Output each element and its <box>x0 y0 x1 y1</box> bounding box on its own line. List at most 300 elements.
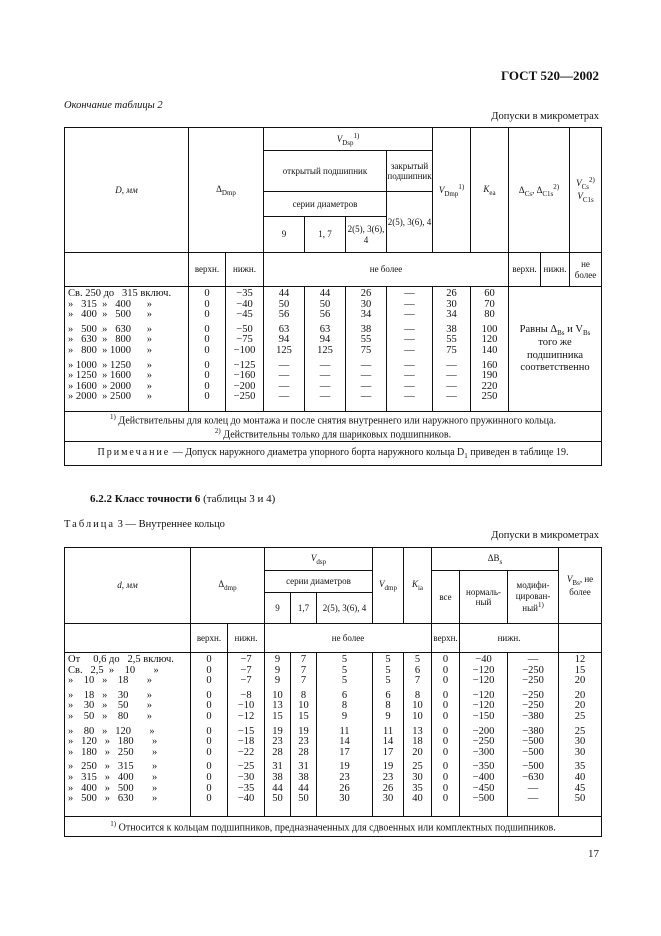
table3 <box>64 547 602 837</box>
table-cell: 0 <box>442 746 449 758</box>
table-cell: 0 <box>442 700 449 712</box>
table-cell: 0 <box>206 761 212 773</box>
table-cell: — <box>319 370 331 382</box>
table-cell: 9 <box>274 675 281 687</box>
table-cell: −250 <box>233 391 256 403</box>
table2-col-d <box>65 287 189 412</box>
table2-body <box>65 287 602 412</box>
table-cell: 30 <box>339 793 350 805</box>
table-cell: −40 <box>236 298 253 310</box>
table-cell: — <box>404 380 415 392</box>
table-cell: 40 <box>412 793 423 805</box>
table-cell: 8 <box>414 689 421 701</box>
table-cell: 13 <box>272 700 283 712</box>
table-cell: 14 <box>339 736 350 748</box>
table3-col-upper <box>191 653 228 817</box>
table-cell: 30 <box>574 736 586 748</box>
table-cell: 25 <box>412 761 423 773</box>
table-cell: — <box>404 323 415 335</box>
table-cell: 8 <box>385 700 391 712</box>
table-cell: 55 <box>360 334 372 346</box>
table-cell: 0 <box>206 654 212 665</box>
table-cell: 50 <box>319 298 331 310</box>
table-cell: 5 <box>385 654 391 665</box>
t3-col-header-vdsp: $V_{dsp}$ <box>265 548 373 571</box>
table-cell: » 120 » 180 » <box>68 736 158 748</box>
t3-col-header-vdmp: $V_{dmp}$ <box>373 548 404 624</box>
table-cell: 25 <box>574 710 586 722</box>
table-cell: — <box>404 309 415 321</box>
table-cell: 11 <box>382 725 394 737</box>
table-cell: 50 <box>298 793 309 805</box>
table-cell: 14 <box>382 736 394 748</box>
table-cell: 38 <box>360 323 372 335</box>
table-cell: 26 <box>360 288 372 299</box>
table-cell: 28 <box>298 746 309 758</box>
col-header-delta-dmp: $\Delta_{Dmp}$ <box>189 128 264 253</box>
table3-col-v9 <box>265 653 291 817</box>
table-cell: −7 <box>240 654 252 665</box>
table-cell: — <box>360 380 372 392</box>
table2-col-upper <box>189 287 226 412</box>
table-cell: 5 <box>341 675 348 687</box>
table-cell: −8 <box>240 689 252 701</box>
table-cell: 10 <box>412 700 423 712</box>
table-cell: » 30 » 50 » <box>68 700 152 712</box>
table-cell: −120 <box>472 675 495 687</box>
table-cell: 38 <box>446 323 457 335</box>
table-cell: 44 <box>278 288 290 299</box>
table2-col-v2 <box>346 287 387 412</box>
table-cell: » 500 » 630 » <box>68 323 152 335</box>
table-cell: 26 <box>339 782 350 794</box>
table-cell: 0 <box>206 700 212 712</box>
table2-col-vclosed <box>387 287 433 412</box>
table-cell: −380 <box>522 710 544 722</box>
table-cell: −200 <box>472 725 495 737</box>
table-cell: 19 <box>272 725 283 737</box>
col-header-series: серии диаметров <box>264 192 387 217</box>
table-cell: 70 <box>484 298 495 310</box>
table-cell: 38 <box>272 771 283 783</box>
table-cell: 55 <box>446 334 457 346</box>
table2-note: Примечание — Допуск наружного диаметра упорного борта наружного кольца $D_1$ приведен в таблице 19. <box>65 442 602 466</box>
table-cell: −18 <box>237 736 255 748</box>
table2 <box>64 127 602 466</box>
table-cell: −50 <box>236 323 253 335</box>
table-cell: −630 <box>522 771 544 783</box>
table-cell: — <box>527 793 539 805</box>
table-cell: — <box>404 370 415 382</box>
table-cell: 10 <box>412 710 423 722</box>
table3-col-d <box>65 653 191 817</box>
table-cell: 38 <box>298 771 309 783</box>
table-cell: 220 <box>481 380 498 392</box>
table-cell: 6 <box>414 664 421 676</box>
table-cell: » 180 » 250 » <box>68 746 158 758</box>
col-header-not-more-2: не более <box>570 253 602 287</box>
table-cell: −45 <box>236 309 253 321</box>
table-cell: −125 <box>233 359 256 371</box>
table-cell: 140 <box>481 344 498 356</box>
table-cell: −200 <box>233 380 256 392</box>
table-cell: −40 <box>475 654 492 665</box>
t3-col-header-vbs: $V_{Bs}$, не более <box>559 548 602 624</box>
table-cell: 0 <box>442 675 449 687</box>
table-cell: — <box>404 359 415 371</box>
table-cell: −300 <box>472 746 495 758</box>
table-cell: 160 <box>481 359 498 371</box>
table-cell: −160 <box>233 370 256 382</box>
col-header-vdsp: $V_{Dsp}^{1)}$ <box>264 128 433 151</box>
table3-title: Таблица 3 — Внутреннее кольцо <box>64 519 225 530</box>
table3-col-kia <box>404 653 432 817</box>
table-cell: 44 <box>272 782 283 794</box>
t3-col-header-delta: $\Delta_{dmp}$ <box>191 548 265 624</box>
table-cell: 23 <box>298 736 309 748</box>
table-cell: 0 <box>204 359 210 371</box>
table-cell: 75 <box>446 344 457 356</box>
table-cell: » 2000 » 2500 » <box>68 391 152 403</box>
table-cell: 26 <box>382 782 394 794</box>
table-cell: 75 <box>360 344 372 356</box>
table-cell: −120 <box>472 700 495 712</box>
table-cell: −500 <box>522 761 544 773</box>
table-cell: — <box>404 288 415 299</box>
table-cell: » 630 » 800 » <box>68 334 152 346</box>
table-cell: 18 <box>412 736 423 748</box>
table-cell: 19 <box>382 761 394 773</box>
table-cell: −500 <box>522 746 544 758</box>
col-header-upper-2: верхн. <box>509 253 541 287</box>
table-cell: — <box>404 344 415 356</box>
table-cell: — <box>446 359 457 371</box>
table-cell: 20 <box>574 689 586 701</box>
col-header-lower-2: нижн. <box>541 253 570 287</box>
table-cell: 0 <box>204 391 210 403</box>
table-cell: 0 <box>204 298 210 310</box>
table-cell: » 80 » 120 » <box>68 725 155 737</box>
table-cell: » 315 » 400 » <box>68 298 152 310</box>
table-cell: 100 <box>481 323 498 335</box>
table-cell: 0 <box>442 664 449 676</box>
table3-col-normal <box>460 653 508 817</box>
table-cell: −22 <box>237 746 255 758</box>
table-cell: 11 <box>339 725 350 737</box>
col-header-series-17: 1, 7 <box>305 217 346 253</box>
table-cell: −250 <box>472 736 495 748</box>
col-header-series-closed: 2(5), 3(6), 4 <box>387 192 433 253</box>
table-cell: −75 <box>236 334 253 346</box>
table-cell: 63 <box>278 323 290 335</box>
table2-caption: Окончание таблицы 2 <box>64 100 163 111</box>
table-cell: » 250 » 315 » <box>68 761 158 773</box>
table-cell: 45 <box>574 782 586 794</box>
table-cell: — <box>404 298 415 310</box>
table-cell: 17 <box>382 746 394 758</box>
table-cell: −35 <box>237 782 255 794</box>
table-cell: 26 <box>446 288 457 299</box>
table-cell: 0 <box>204 380 210 392</box>
table-cell: 50 <box>574 793 586 805</box>
table2-col-v9 <box>264 287 305 412</box>
table-cell: 20 <box>574 675 586 687</box>
table-cell: 19 <box>298 725 309 737</box>
table-cell: 8 <box>341 700 348 712</box>
col-header-not-more: не более <box>264 253 509 287</box>
col-header-lower: нижн. <box>226 253 264 287</box>
table-cell: 5 <box>385 675 391 687</box>
table-cell: −150 <box>472 710 495 722</box>
table-cell: » 400 » 500 » <box>68 782 158 794</box>
table-cell: −15 <box>237 725 255 737</box>
t3-col-header-upper: верхн. <box>191 624 228 653</box>
table-cell: 0 <box>204 309 210 321</box>
t3-col-header-series: серии диаметров <box>265 571 373 593</box>
t3-col-header-d: d, мм <box>65 548 191 624</box>
table-cell: 30 <box>412 771 423 783</box>
table-cell: » 50 » 80 » <box>68 710 152 722</box>
t3-col-header-modified: модифицированный$^{1)}$ <box>508 571 559 624</box>
table2-merged-note: Равны $\Delta_{Bs}$ и $V_{Bs}$ того же подшипника соответственно <box>509 287 602 412</box>
table-cell: 56 <box>319 309 331 321</box>
t3-col-header-dbs: $\Delta B_s$ <box>432 548 559 571</box>
table-cell: 0 <box>206 746 212 758</box>
table-cell: 30 <box>446 298 457 310</box>
table-cell: 30 <box>360 298 372 310</box>
table-cell: −450 <box>472 782 495 794</box>
table-cell: −500 <box>522 736 544 748</box>
table-cell: −7 <box>240 675 252 687</box>
table-cell: 0 <box>442 793 449 805</box>
table3-footnote: $^{1)}$ Относится к кольцам подшипников, предназначенных для сдвоенных или комплектных подшипников. <box>65 817 602 837</box>
table-cell: 0 <box>442 689 449 701</box>
table-cell: 20 <box>574 700 586 712</box>
table-cell: » 1000 » 1250 » <box>68 359 152 371</box>
table-cell: 94 <box>278 334 290 346</box>
table-cell: 19 <box>339 761 350 773</box>
t3-col-header-series-2: 2(5), 3(6), 4 <box>317 593 373 624</box>
table2-col-lower <box>226 287 264 412</box>
table-cell: » 1600 » 2000 » <box>68 380 152 392</box>
table-cell: 6 <box>341 689 348 701</box>
table-cell: 120 <box>481 334 498 346</box>
table-cell: −12 <box>237 710 255 722</box>
col-header-d: D, мм <box>65 128 189 253</box>
table-cell: 0 <box>204 323 210 335</box>
table-cell: 9 <box>274 654 281 665</box>
table-cell: 15 <box>272 710 283 722</box>
table-cell: » 18 » 30 » <box>68 689 152 701</box>
table-cell: 34 <box>360 309 372 321</box>
col-header-kea: $K_{ea}$ <box>471 128 509 253</box>
table-cell: −380 <box>522 725 544 737</box>
table-cell: 0 <box>204 344 210 356</box>
table-cell: — <box>446 380 457 392</box>
table3-col-v17 <box>291 653 317 817</box>
table-cell: » 315 » 400 » <box>68 771 158 783</box>
table-cell: 23 <box>382 771 394 783</box>
t3-col-header-lower: нижн. <box>228 624 265 653</box>
table-cell: — <box>319 391 331 403</box>
col-header-open-bearing: открытый подшипник <box>264 151 387 192</box>
table-cell: » 500 » 630 » <box>68 793 158 805</box>
table-cell: 5 <box>341 664 348 676</box>
page-number: 17 <box>588 848 599 860</box>
table-cell: — <box>404 334 415 346</box>
table-cell: 34 <box>446 309 457 321</box>
table-cell: 20 <box>412 746 423 758</box>
table-cell: 12 <box>574 654 586 665</box>
table-cell: 5 <box>385 664 391 676</box>
table-cell: » 1250 » 1600 » <box>68 370 152 382</box>
table-cell: −10 <box>237 700 255 712</box>
table-cell: 15 <box>298 710 309 722</box>
table-cell: 35 <box>412 782 423 794</box>
table-cell: — <box>446 391 457 403</box>
table-cell: 0 <box>206 793 212 805</box>
table-cell: 23 <box>339 771 350 783</box>
table-cell: −25 <box>237 761 255 773</box>
t3-col-header-normal: нормальный <box>460 571 508 624</box>
t3-col-header-not-more: не более <box>265 624 432 653</box>
table3-col-vbs <box>559 653 602 817</box>
table-cell: 94 <box>319 334 331 346</box>
table-cell: −120 <box>472 689 495 701</box>
table-cell: — <box>446 370 457 382</box>
table-cell: — <box>278 359 290 371</box>
table-cell: — <box>360 391 372 403</box>
table-cell: — <box>278 370 290 382</box>
table-cell: 63 <box>319 323 331 335</box>
table-cell: 17 <box>339 746 350 758</box>
table3-col-all <box>432 653 460 817</box>
t3-col-header-all: все <box>432 571 460 624</box>
table-cell: — <box>360 370 372 382</box>
table-cell: 0 <box>204 288 210 299</box>
table3-body <box>65 653 602 817</box>
table-cell: −100 <box>233 344 256 356</box>
section-heading: 6.2.2 Класс точности 6 (таблицы 3 и 4) <box>90 493 276 505</box>
table-cell: 125 <box>317 344 333 356</box>
table-cell: 9 <box>385 710 391 722</box>
table-cell: 13 <box>412 725 423 737</box>
table-cell: 0 <box>204 370 210 382</box>
table-cell: Св. 2,5 » 10 » <box>68 664 159 676</box>
table-cell: » 800 » 1000 » <box>68 344 152 356</box>
table-cell: −250 <box>522 700 544 712</box>
standard-code: ГОСТ 520—2002 <box>500 68 599 83</box>
table-cell: 35 <box>574 761 586 773</box>
table3-units: Допуски в микрометрах <box>491 530 599 541</box>
table2-units: Допуски в микрометрах <box>491 111 599 122</box>
table-cell: — <box>278 380 290 392</box>
table-cell: 56 <box>278 309 290 321</box>
table-cell: −250 <box>522 664 544 676</box>
col-header-closed-bearing: закрытый подшипник <box>387 151 433 192</box>
t3-col-header-kia: $K_{ia}$ <box>404 548 432 624</box>
table-cell: 25 <box>574 725 586 737</box>
table3-col-vdmp <box>373 653 404 817</box>
table-cell: 0 <box>206 689 212 701</box>
table-cell: 28 <box>272 746 283 758</box>
table3-col-modified <box>508 653 559 817</box>
col-header-vdmp: $V_{Dmp}^{1)}$ <box>433 128 471 253</box>
table-cell: 40 <box>574 771 586 783</box>
table-cell: 23 <box>272 736 283 748</box>
col-header-upper: верхн. <box>189 253 226 287</box>
table-cell: 125 <box>276 344 292 356</box>
table-cell: 0 <box>206 664 212 676</box>
table2-col-v17 <box>305 287 346 412</box>
table-cell: 0 <box>442 771 449 783</box>
table-cell: 44 <box>298 782 309 794</box>
table-cell: 5 <box>414 654 421 665</box>
col-header-delta-cs: $\Delta_{Cs}$, $\Delta_{C1s}^{2)}$ <box>509 128 570 253</box>
table-cell: 5 <box>341 654 348 665</box>
table-cell: 0 <box>442 736 449 748</box>
table-cell: 44 <box>319 288 331 299</box>
t3-col-header-lower-2: нижн. <box>460 624 559 653</box>
col-header-series-2: 2(5), 3(6), 4 <box>346 217 387 253</box>
table-cell: 250 <box>481 391 498 403</box>
table-cell: 30 <box>382 793 394 805</box>
table-cell: Св. 250 до 315 включ. <box>68 288 172 299</box>
table-cell: −30 <box>237 771 255 783</box>
table2-footnotes: $^{1)}$ Действительны для колец до монтажа и после снятия внутреннего или наружного пружинного кольца. $^{2)}$ Действительны только для шариковых подшипников. <box>65 412 602 442</box>
table-cell: 7 <box>300 675 307 687</box>
table-cell: 0 <box>204 334 210 346</box>
t3-col-header-upper-2: верхн. <box>432 624 460 653</box>
col-header-vcs: $V_{Cs}^{2)}$ $V_{C1s}$ <box>570 128 602 253</box>
table-cell: — <box>319 380 331 392</box>
table-cell: 50 <box>278 298 290 310</box>
table-cell: — <box>527 654 539 665</box>
table-cell: 7 <box>414 675 421 687</box>
table-cell: −120 <box>472 664 495 676</box>
table-cell: 10 <box>272 689 283 701</box>
table-cell: — <box>404 391 415 403</box>
table-cell: −40 <box>237 793 255 805</box>
table-cell: 0 <box>206 771 212 783</box>
table-cell: От 0,6 до 2,5 включ. <box>68 654 174 665</box>
table-cell: −35 <box>236 288 253 299</box>
table-cell: 50 <box>272 793 283 805</box>
table-cell: — <box>278 391 290 403</box>
table-cell: 9 <box>274 664 281 676</box>
table-cell: −400 <box>472 771 495 783</box>
table-cell: — <box>527 782 539 794</box>
table-cell: 31 <box>272 761 283 773</box>
table-cell: −250 <box>522 675 544 687</box>
table-cell: 0 <box>442 710 449 722</box>
table-cell: 9 <box>341 710 348 722</box>
table-cell: — <box>319 359 331 371</box>
table-cell: 60 <box>484 288 495 299</box>
table-cell: 0 <box>442 761 449 773</box>
table-cell: » 10 » 18 » <box>68 675 152 687</box>
t3-col-header-series-17: 1,7 <box>291 593 317 624</box>
table-cell: 10 <box>298 700 309 712</box>
table-cell: 7 <box>300 654 307 665</box>
t3-col-header-series-9: 9 <box>265 593 291 624</box>
table-cell: 0 <box>206 736 212 748</box>
table-cell: 6 <box>385 689 391 701</box>
table-cell: 0 <box>206 782 212 794</box>
table-cell: 7 <box>300 664 307 676</box>
table3-col-lower <box>228 653 265 817</box>
table-cell: 0 <box>206 675 212 687</box>
